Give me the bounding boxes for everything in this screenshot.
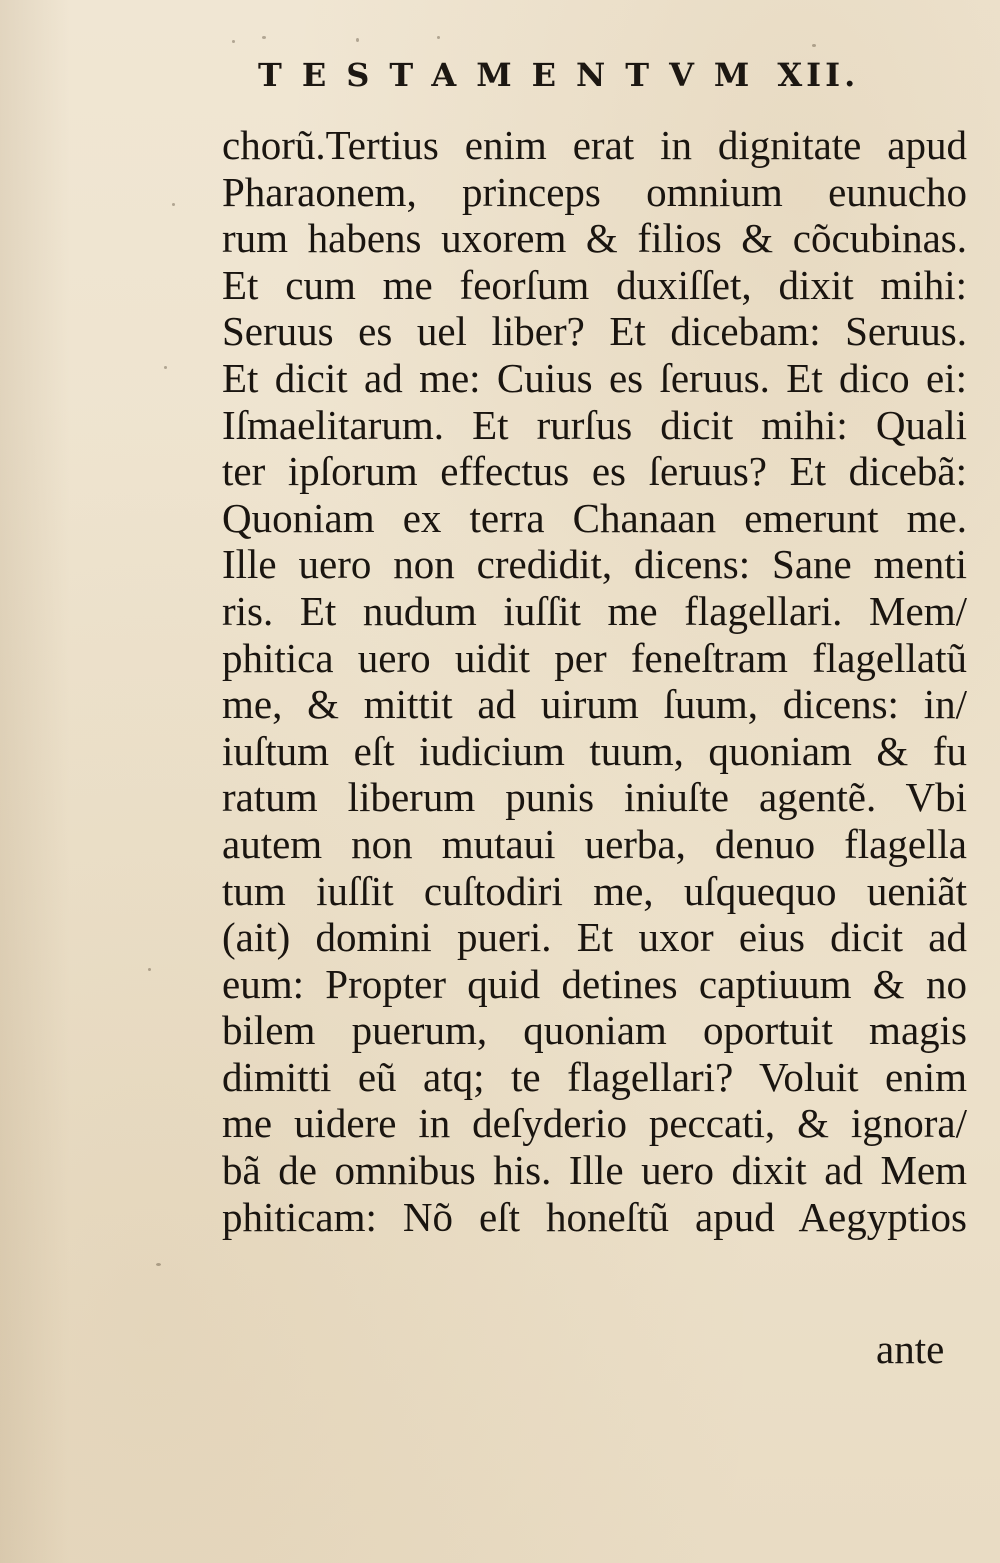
text-line: (ait) domini pueri. Et uxor eius dicit ad <box>222 914 967 961</box>
text-line: me, & mittit ad uirum ſuum, dicens: in/ <box>222 681 967 728</box>
text-line: ris. Et nudum iuſſit me flagellari. Mem/ <box>222 587 967 634</box>
text-line: bã de omnibus his. Ille uero dixit ad Mem <box>222 1147 967 1194</box>
text-line: eum: Propter quid detines captiuum & no <box>222 960 967 1007</box>
paper-speck <box>262 36 266 39</box>
body-text <box>222 122 967 1240</box>
paper-speck <box>164 366 167 369</box>
text-line: Quoniam ex terra Chanaan emerunt me. <box>222 494 967 541</box>
paper-speck <box>148 968 151 971</box>
text-line: chorũ.Tertius enim erat in dignitate apud <box>222 122 967 168</box>
text-line: rum habens uxorem & filios & cõcubinas. <box>222 215 967 262</box>
text-line: phiticam: Nõ eſt honeſtũ apud Aegyptios <box>222 1193 967 1240</box>
text-line: Pharaonem, princeps omnium eunucho <box>222 168 967 215</box>
text-line: ratum liberum punis iniuſte agentẽ. Vbi <box>222 774 967 821</box>
folio-number: XII. <box>777 56 860 94</box>
paper-speck <box>437 36 440 39</box>
paper-speck <box>812 44 816 47</box>
text-line: Ille uero non credidit, dicens: Sane menti <box>222 541 967 588</box>
text-line: autem non mutaui uerba, denuo flagella <box>222 820 967 867</box>
paper-speck <box>232 40 235 43</box>
paper-speck <box>356 38 359 42</box>
text-line: Iſmaelitarum. Et rurſus dicit mihi: Quali <box>222 401 967 448</box>
text-line: tum iuſſit cuſtodiri me, uſquequo ueniãt <box>222 867 967 914</box>
text-line: Et cum me feorſum duxiſſet, dixit mihi: <box>222 261 967 308</box>
text-line: phitica uero uidit per feneſtram flagellatũ <box>222 634 967 681</box>
text-line: dimitti eũ atq; te flagellari? Voluit enim <box>222 1053 967 1100</box>
paper-speck <box>172 203 175 206</box>
text-line: ter ipſorum effectus es ſeruus? Et dicebã: <box>222 448 967 495</box>
text-line: Seruus es uel liber? Et dicebam: Seruus. <box>222 308 967 355</box>
paper-speck <box>156 1263 161 1266</box>
text-line: bilem puerum, quoniam oportuit magis <box>222 1007 967 1054</box>
running-head-title: TESTAMENTVM <box>258 56 770 94</box>
catchword: ante <box>876 1326 945 1372</box>
text-line: Et dicit ad me: Cuius es ſeruus. Et dico ei: <box>222 354 967 401</box>
text-line: me uidere in deſyderio peccati, & ignora/ <box>222 1100 967 1147</box>
running-head <box>258 56 958 106</box>
text-line: iuſtum eſt iudicium tuum, quoniam & fu <box>222 727 967 774</box>
